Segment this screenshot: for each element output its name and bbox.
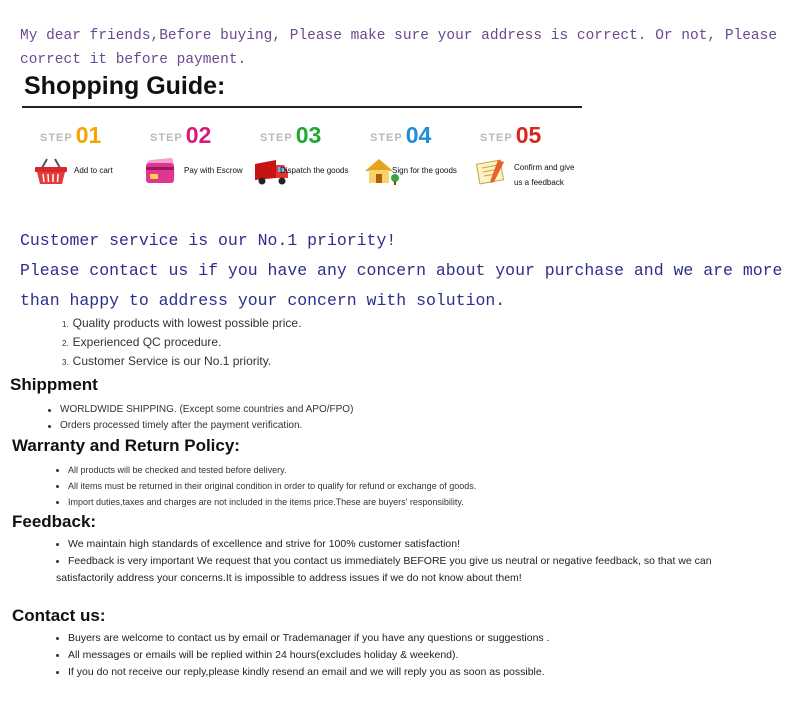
step-number: 04 — [405, 122, 432, 148]
list-item: Feedback is very important We request that you contact us immediately BEFORE you give us neutral or negative feedback, so that we can — [56, 553, 776, 570]
list-item: Import duties,taxes and charges are not included in the items price.These are buyers' responsibility. — [56, 494, 476, 510]
step-word: STEP — [40, 132, 73, 144]
step-word: STEP — [370, 132, 403, 144]
list-item: 1. Quality products with lowest possible price. — [62, 316, 302, 330]
step-number: 01 — [75, 122, 102, 148]
contact-heading: Contact us: — [12, 606, 106, 625]
step-3 — [250, 122, 360, 192]
shopping-guide-title: Shopping Guide: — [24, 72, 226, 100]
list-item: 2. Experienced QC procedure. — [62, 335, 222, 349]
list-item: Orders processed timely after the payment verification. — [48, 418, 353, 434]
step-word: STEP — [260, 132, 293, 144]
feedback-list — [56, 536, 776, 570]
guide-divider — [22, 106, 582, 108]
warranty-list — [56, 462, 476, 510]
list-item: All products will be checked and tested before delivery. — [56, 462, 476, 478]
step-word: STEP — [150, 132, 183, 144]
list-item: All items must be returned in their original condition in order to qualify for refund or exchange of goods. — [56, 478, 476, 494]
step-label: Pay with Escrow — [184, 166, 243, 175]
priority-list — [62, 314, 301, 371]
step-label: Confirm and give us a feedback — [514, 163, 575, 187]
step-number: 05 — [515, 122, 542, 148]
list-item: All messages or emails will be replied within 24 hours(excludes holiday & weekend). — [56, 647, 776, 664]
warranty-heading: Warranty and Return Policy: — [12, 436, 240, 455]
contact-list — [56, 630, 776, 681]
step-1 — [30, 122, 140, 192]
list-item: Buyers are welcome to contact us by email or Trademanager if you have any questions or suggestions . — [56, 630, 776, 647]
credit-card-icon — [142, 156, 180, 186]
service-headline: Customer service is our No.1 priority! — [20, 231, 397, 250]
service-text: Please contact us if you have any concern about your purchase and we are more than happy to address your concern with solution. — [20, 261, 783, 310]
step-label: Add to cart — [74, 166, 113, 175]
step-5 — [470, 122, 580, 192]
shopping-basket-icon — [32, 156, 70, 186]
list-item: 3. Customer Service is our No.1 priority. — [62, 354, 272, 368]
feedback-note-icon — [472, 156, 510, 186]
step-4 — [360, 122, 470, 192]
feedback-heading: Feedback: — [12, 512, 97, 531]
list-item: We maintain high standards of excellence and strive for 100% customer satisfaction! — [56, 536, 776, 553]
address-notice: My dear friends,Before buying, Please make sure your address is correct. Or not, Please correct it before payment. — [20, 28, 778, 68]
list-item: If you do not receive our reply,please kindly resend an email and we will reply you as soon as possible. — [56, 664, 776, 681]
customer-service-message — [20, 226, 790, 316]
shopping-steps — [30, 122, 590, 192]
shipment-list — [48, 402, 353, 434]
shipment-heading: Shippment — [10, 375, 98, 394]
step-number: 03 — [295, 122, 322, 148]
feedback-continuation: satisfactorily address your concerns.It is impossible to address issues if we do not know about them! — [56, 572, 522, 584]
step-2 — [140, 122, 250, 192]
step-label: Sign for the goods — [392, 166, 457, 175]
list-item: WORLDWIDE SHIPPING. (Except some countries and APO/FPO) — [48, 402, 353, 418]
step-number: 02 — [185, 122, 212, 148]
step-word: STEP — [480, 132, 513, 144]
step-label: Dispatch the goods — [280, 166, 349, 175]
